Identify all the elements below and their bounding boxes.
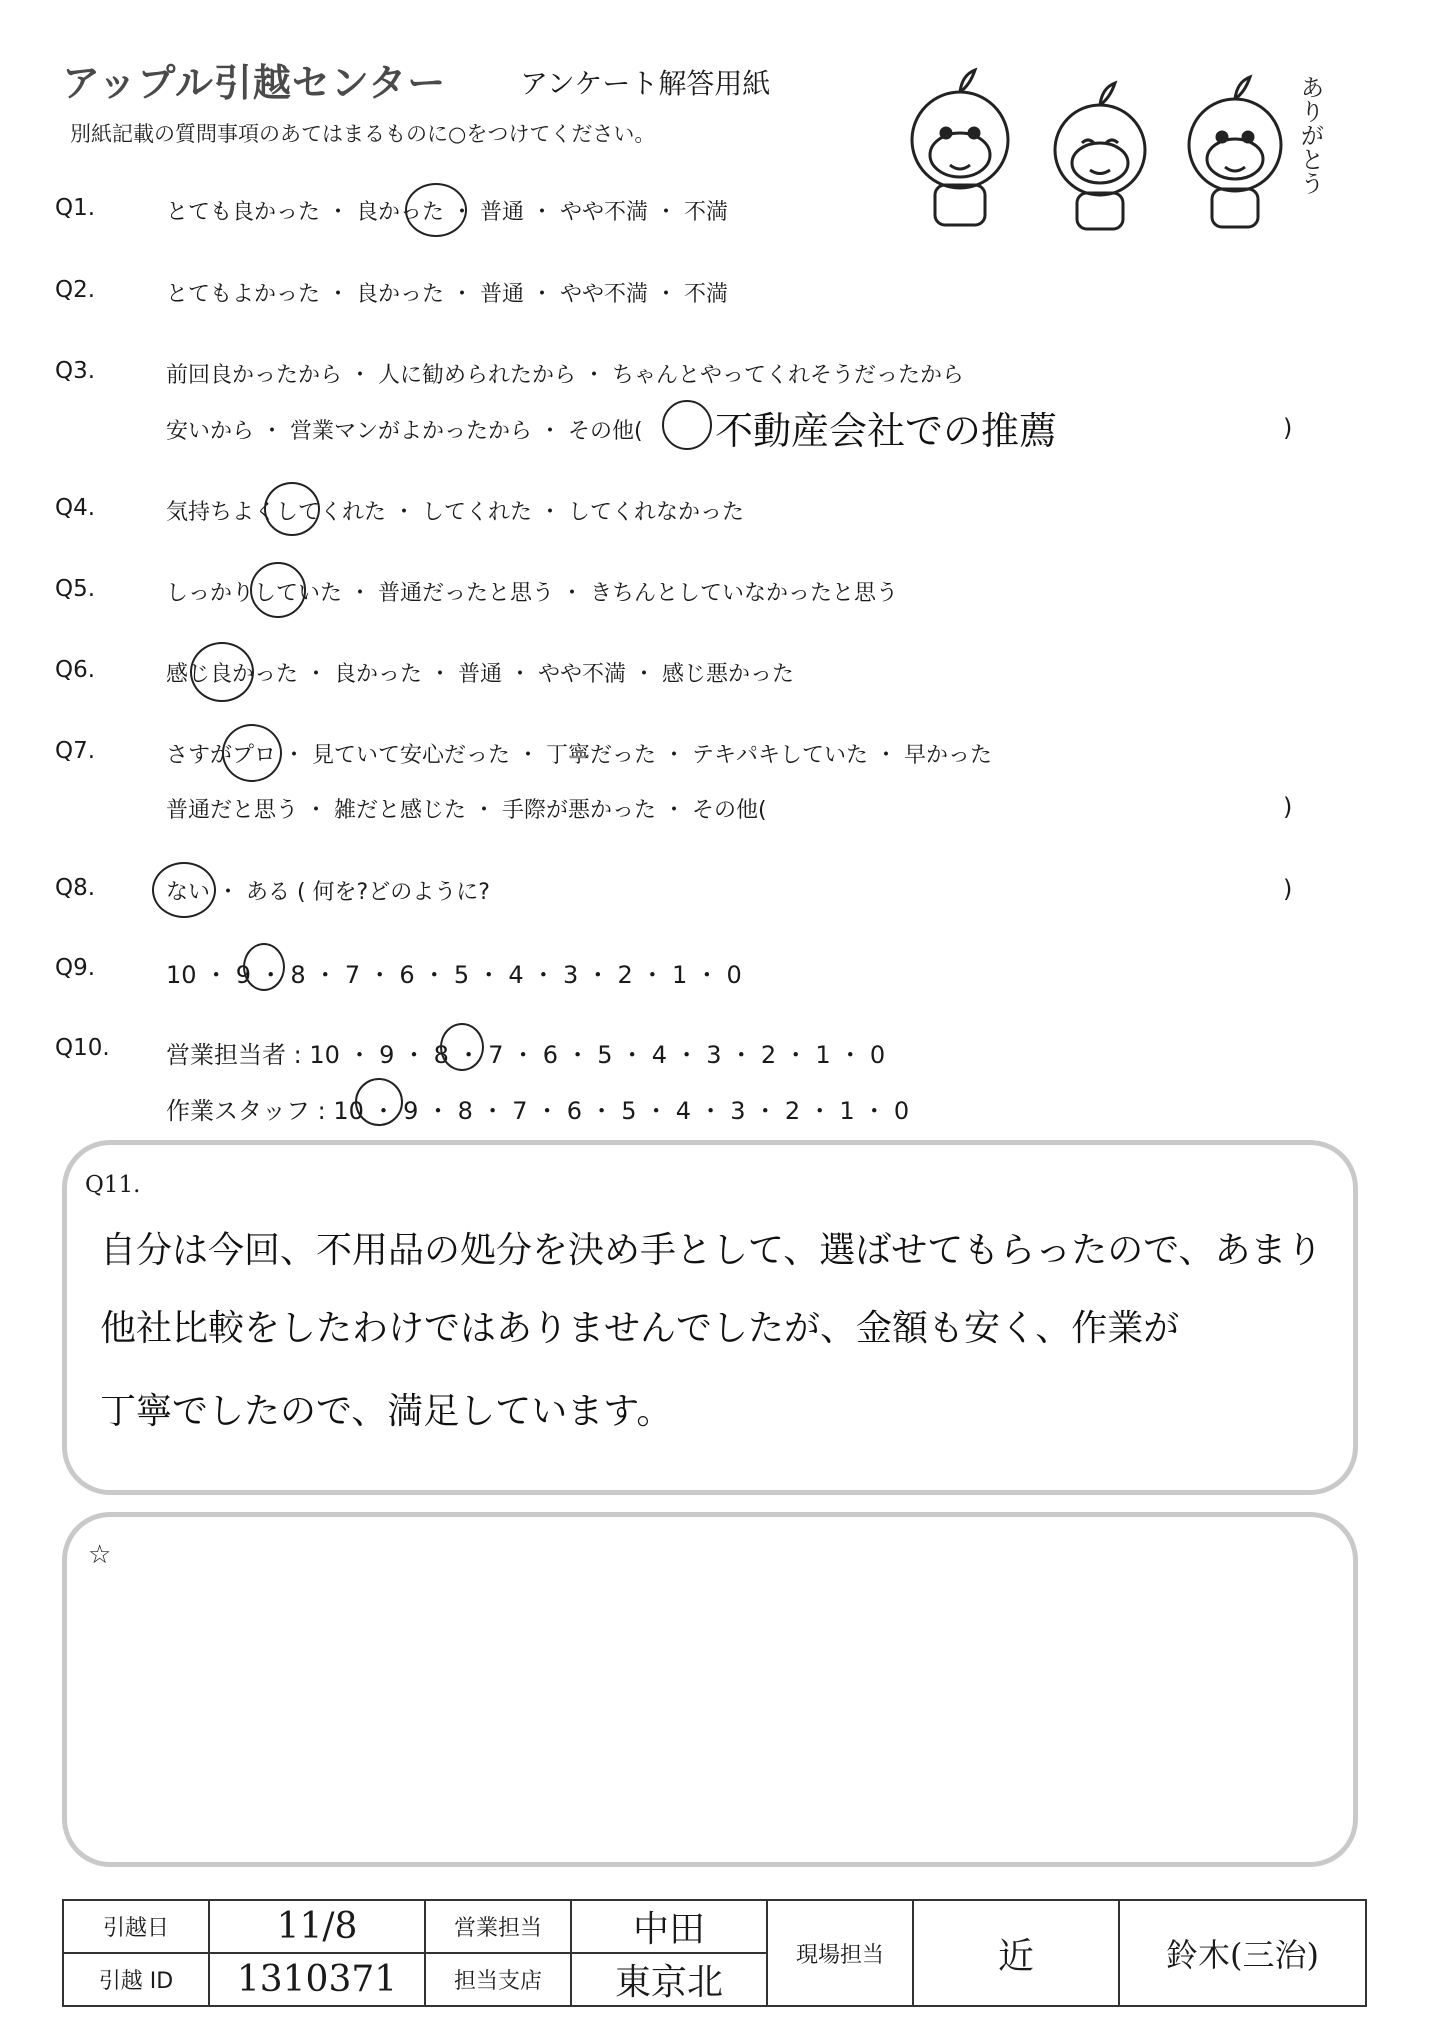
- q5-options: しっかりしていた ・ 普通だったと思う ・ きちんとしていなかったと思う: [166, 581, 898, 606]
- q1-answer-circle: [405, 183, 467, 237]
- q3-close-paren: ): [1283, 414, 1293, 442]
- q1-options: とても良かった ・ 良かった ・ 普通 ・ やや不満 ・ 不満: [166, 200, 728, 225]
- move-date-value: 11/8: [209, 1900, 425, 1953]
- q3-options: 前回良かったから ・ 人に勧められたから ・ ちゃんとやってくれそうだったから: [166, 363, 964, 388]
- q4-label: Q4.: [55, 495, 96, 521]
- q3-answer-circle: [662, 400, 712, 450]
- q7-answer-circle: [222, 724, 282, 782]
- q10-sales-options: 営業担当者 : 10 ・ 9 ・ 8 ・ 7 ・ 6 ・ 5 ・ 4 ・ 3 ・ 2 ・ 1 ・ 0: [166, 1041, 886, 1069]
- q5-answer-circle: [250, 562, 306, 618]
- q8-answer-circle: [152, 862, 216, 918]
- q6-label: Q6.: [55, 657, 96, 683]
- thanks-text: ありがとう: [1296, 75, 1324, 195]
- q2-options: とてもよかった ・ 良かった ・ 普通 ・ やや不満 ・ 不満: [166, 282, 728, 307]
- move-id-label: 引越 ID: [63, 1953, 209, 2006]
- move-id-value: 1310371: [209, 1953, 425, 2006]
- branch-value: 東京北: [571, 1953, 767, 2006]
- mascot-illustration: [890, 55, 1350, 235]
- star-label: ☆: [88, 1540, 112, 1570]
- q10-staff-options: 作業スタッフ : 10 ・ 9 ・ 8 ・ 7 ・ 6 ・ 5 ・ 4 ・ 3 ・ 2 ・ 1 ・ 0: [166, 1097, 910, 1125]
- q1-label: Q1.: [55, 195, 96, 221]
- site-rep-label: 現場担当: [767, 1900, 913, 2006]
- q11-comment-line-1: 自分は今回、不用品の処分を決め手として、選ばせてもらったので、あまり: [100, 1230, 1323, 1271]
- mascot-3-icon: [1189, 77, 1281, 227]
- branch-label: 担当支店: [425, 1953, 571, 2006]
- q3-label: Q3.: [55, 358, 96, 384]
- site-rep-value-2: 鈴木(三治): [1119, 1900, 1366, 2006]
- q11-comment-line-3: 丁寧でしたので、満足しています。: [100, 1391, 673, 1432]
- q10-staff-answer-circle: [355, 1078, 403, 1126]
- form-subtitle: アンケート解答用紙: [520, 67, 771, 100]
- mascot-2-icon: [1055, 83, 1145, 229]
- q11-comment-line-2: 他社比較をしたわけではありませんでしたが、金額も安く、作業が: [100, 1308, 1180, 1349]
- q9-label: Q9.: [55, 955, 96, 981]
- instruction-text: 別紙記載の質問事項のあてはまるものに○をつけてください。: [70, 122, 656, 146]
- q7-options: さすがプロ ・ 見ていて安心だった ・ 丁寧だった ・ テキパキしていた ・ 早かった: [166, 743, 992, 768]
- q5-label: Q5.: [55, 576, 96, 602]
- q10-sales-answer-circle: [440, 1023, 484, 1071]
- move-date-label: 引越日: [63, 1900, 209, 1953]
- q8-options: ない ・ ある ( 何を?どのように?: [166, 880, 490, 905]
- free-comment-box: [62, 1512, 1358, 1867]
- sales-rep-value: 中田: [571, 1900, 767, 1953]
- q7-options-line2: 普通だと思う ・ 雑だと感じた ・ 手際が悪かった ・ その他(: [166, 798, 767, 823]
- q8-close-paren: ): [1283, 875, 1293, 903]
- q9-answer-circle: [243, 943, 285, 991]
- footer-info-table: [62, 1899, 1367, 2007]
- q6-answer-circle: [190, 642, 254, 702]
- mascot-1-icon: [912, 70, 1008, 225]
- q7-label: Q7.: [55, 738, 96, 764]
- q6-options: 感じ良かった ・ 良かった ・ 普通 ・ やや不満 ・ 感じ悪かった: [166, 662, 794, 687]
- q8-label: Q8.: [55, 875, 96, 901]
- sales-rep-label: 営業担当: [425, 1900, 571, 1953]
- q4-answer-circle: [264, 482, 320, 536]
- q10-label: Q10.: [55, 1035, 110, 1061]
- q9-options: 10 ・ 9 ・ 8 ・ 7 ・ 6 ・ 5 ・ 4 ・ 3 ・ 2 ・ 1 ・ 0: [166, 961, 742, 989]
- q7-close-paren: ): [1283, 793, 1293, 821]
- company-title: アップル引越センター: [62, 61, 447, 105]
- site-rep-value-1: 近: [913, 1900, 1119, 2006]
- q3-handwritten-other: 不動産会社での推薦: [715, 409, 1058, 453]
- q4-options: 気持ちよくしてくれた ・ してくれた ・ してくれなかった: [166, 500, 744, 525]
- q11-label: Q11.: [85, 1172, 141, 1198]
- q2-label: Q2.: [55, 277, 96, 303]
- q3-options-line2: 安いから ・ 営業マンがよかったから ・ その他(: [166, 419, 643, 444]
